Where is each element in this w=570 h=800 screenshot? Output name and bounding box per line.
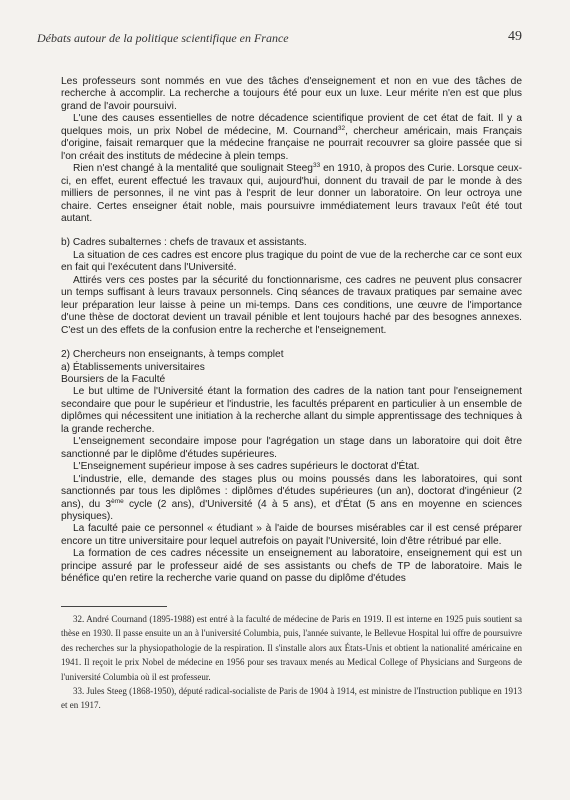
section-heading: 2) Chercheurs non enseignants, à temps complet [61,349,284,361]
page-number: 49 [508,29,522,44]
paragraph: L'Enseignement supérieur impose à ses cadres supérieurs le doctorat d'État. [73,461,420,473]
paragraph: Les professeurs sont nommés en vue des tâches d'enseignement et non en vue des tâches de recherche à accomplir. La recherche a toujours été pour eux un luxe. Leur mérite n'en est que plus grand de l'avoir poursuivi. [61,76,522,112]
paragraph: Attirés vers ces postes par la sécurité du fonctionnarisme, ces cadres ne peuvent plus consacrer un temps suffisant à leurs travaux personnels. Cinq séances de travaux pratiques par semaine avec leur préparation leur laisse à peine un mi-temps. Dans ces conditions, une œuvre de l'importance d'une thèse de doctorat devient un travail pénible et lent toujours haché par des besognes annexes. C'est un des effets de la confusion entre la recherche et l'enseignement. [61,274,522,336]
superscript: ème [111,497,124,505]
paragraph: Rien n'est changé à la mentalité que soulignait Steeg$^{33}$ en 1910, à propos des Curie. Lorsque ceux-ci, en effet, eurent effectué les travaux qui, aujourd'hui, donnent du travail de par le monde à des milliers de personnes, il ne vint pas à l'esprit de leur donner un laboratoire. On leur octroya une chaire. Certes enseigner était noble, mais poursuivre immédiatement leurs travaux l'eût été tout autant. [61,162,522,224]
body-text [61,76,522,586]
footnote-33: 33. Jules Steeg (1868-1950), député radical-socialiste de Paris de 1904 à 1914, est ministre de l'Instruction publique en 1913 et en 1917. [61,686,522,711]
footnote-ref-33: 33 [312,162,321,170]
footnote-divider [61,606,167,607]
subsection-heading: a) Établissements universitaires [61,361,205,373]
paragraph: Le but ultime de l'Université étant la formation des cadres de la nation tant pour l'enseignement secondaire que pour le supérieur et l'industrie, les facultés préparent en particulier à un ensemble de diplômes qui nécessitent une initiation à la recherche allant du simple apprentissage des techniques à la grande recherche. [61,386,522,435]
paragraph: L'industrie, elle, demande des stages plus ou moins poussés dans les laboratoires, qui sont sanctionnés par tous les diplômes : diplômes d'études supérieures (un an), doctorat d'ingénieur (2 ans), du 3ème cycle (2 ans), d'Université (4 à 5 ans), et d'État (5 ans en moyenne en sciences physiques). [61,473,522,522]
page-header [37,31,522,47]
paragraph: L'enseignement secondaire impose pour l'agrégation un stage dans un laboratoire qui doit être sanctionné par le diplôme d'études supérieures. [61,436,522,460]
running-head: Débats autour de la politique scientifique en France [37,31,289,45]
paragraph: La faculté paie ce personnel « étudiant » à l'aide de bourses misérables car il est censé préparer encore un titre universitaire pour lequel autrefois on payait l'Université, loin d'être rétribué par elle. [61,523,522,547]
footnotes [61,612,522,713]
section-heading: b) Cadres subalternes : chefs de travaux et assistants. [61,237,307,249]
footnote-32: 32. André Cournand (1895-1988) est entré à la faculté de médecine de Paris en 1919. Il est interne en 1925 puis soutient sa thèse en 1930. Il passe ensuite un an à l'université Columbia, puis, l'année suivante, le Bellevue Hospital lui offre de poursuivre des recherches sur la physiopathologie de la respiration. Il s'installe alors aux États-Unis et obtient la nationalité américaine en 1941. Il reçoit le prix Nobel de médecine en 1956 pour ses travaux menés au Medical College of Physicians and Surgeons de l'université Columbia où il est professeur. [61,614,522,682]
subsection-title: Boursiers de la Faculté [61,373,166,385]
footnote-ref-32: 32 [337,124,346,132]
paragraph: L'une des causes essentielles de notre décadence scientifique provient de cet état de fait. Il y a quelques mois, un prix Nobel de médecine, M. Cournand$^{32}$, chercheur américain, mais Français d'origine, faisait remarquer que la médecine française ne pourrait recouvrer sa gloire passée que si l'on créait des instituts de médecine à plein temps. [61,113,522,162]
paragraph: La formation de ces cadres nécessite un enseignement au laboratoire, enseignement qui est un principe assuré par le professeur aidé de ses assistants ou chefs de TP de laboratoire. Mais le bénéfice qu'en retire la recherche varie quand on passe du diplôme d'études [61,548,522,585]
paragraph: La situation de ces cadres est encore plus tragique du point de vue de la recherche car ce sont eux en fait qui l'exécutent dans l'Université. [61,249,522,274]
